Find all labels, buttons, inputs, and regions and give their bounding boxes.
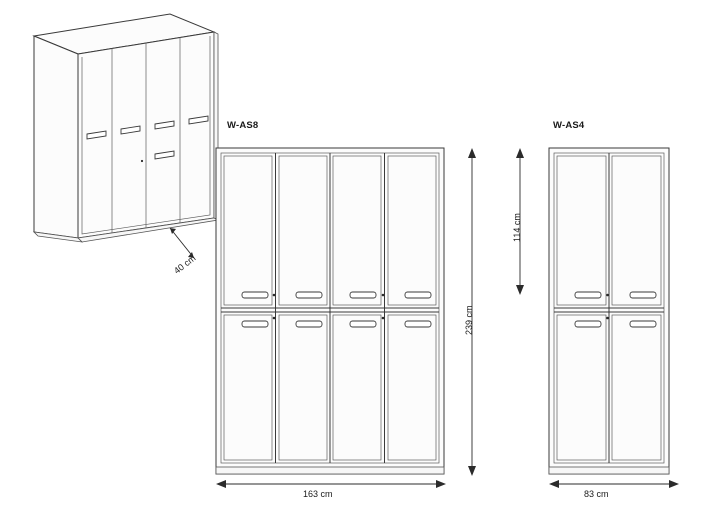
arrow-left-icon xyxy=(216,480,226,488)
as8-height-label: 239 cm xyxy=(464,305,474,335)
as4-height-label: 114 cm xyxy=(512,213,522,242)
as4-width-label: 83 cm xyxy=(584,489,609,499)
as4-width-dimension xyxy=(540,472,690,502)
as4-front-view-drawing xyxy=(544,140,684,480)
arrow-up-icon xyxy=(468,148,476,158)
wardrobe-as4-title: W-AS4 xyxy=(553,120,585,131)
arrow-right-icon xyxy=(436,480,446,488)
arrow-right-icon xyxy=(669,480,679,488)
arrow-up-icon xyxy=(170,228,176,234)
arrow-down-icon xyxy=(468,466,476,476)
arrow-up-icon xyxy=(516,148,524,158)
arrow-down-icon xyxy=(516,285,524,295)
wardrobe-as8-title: W-AS8 xyxy=(227,120,259,131)
as8-front-view-drawing xyxy=(210,140,450,480)
iso-depth-label: 40 cm xyxy=(172,252,198,276)
as8-width-label: 163 cm xyxy=(303,489,333,499)
arrow-left-icon xyxy=(549,480,559,488)
